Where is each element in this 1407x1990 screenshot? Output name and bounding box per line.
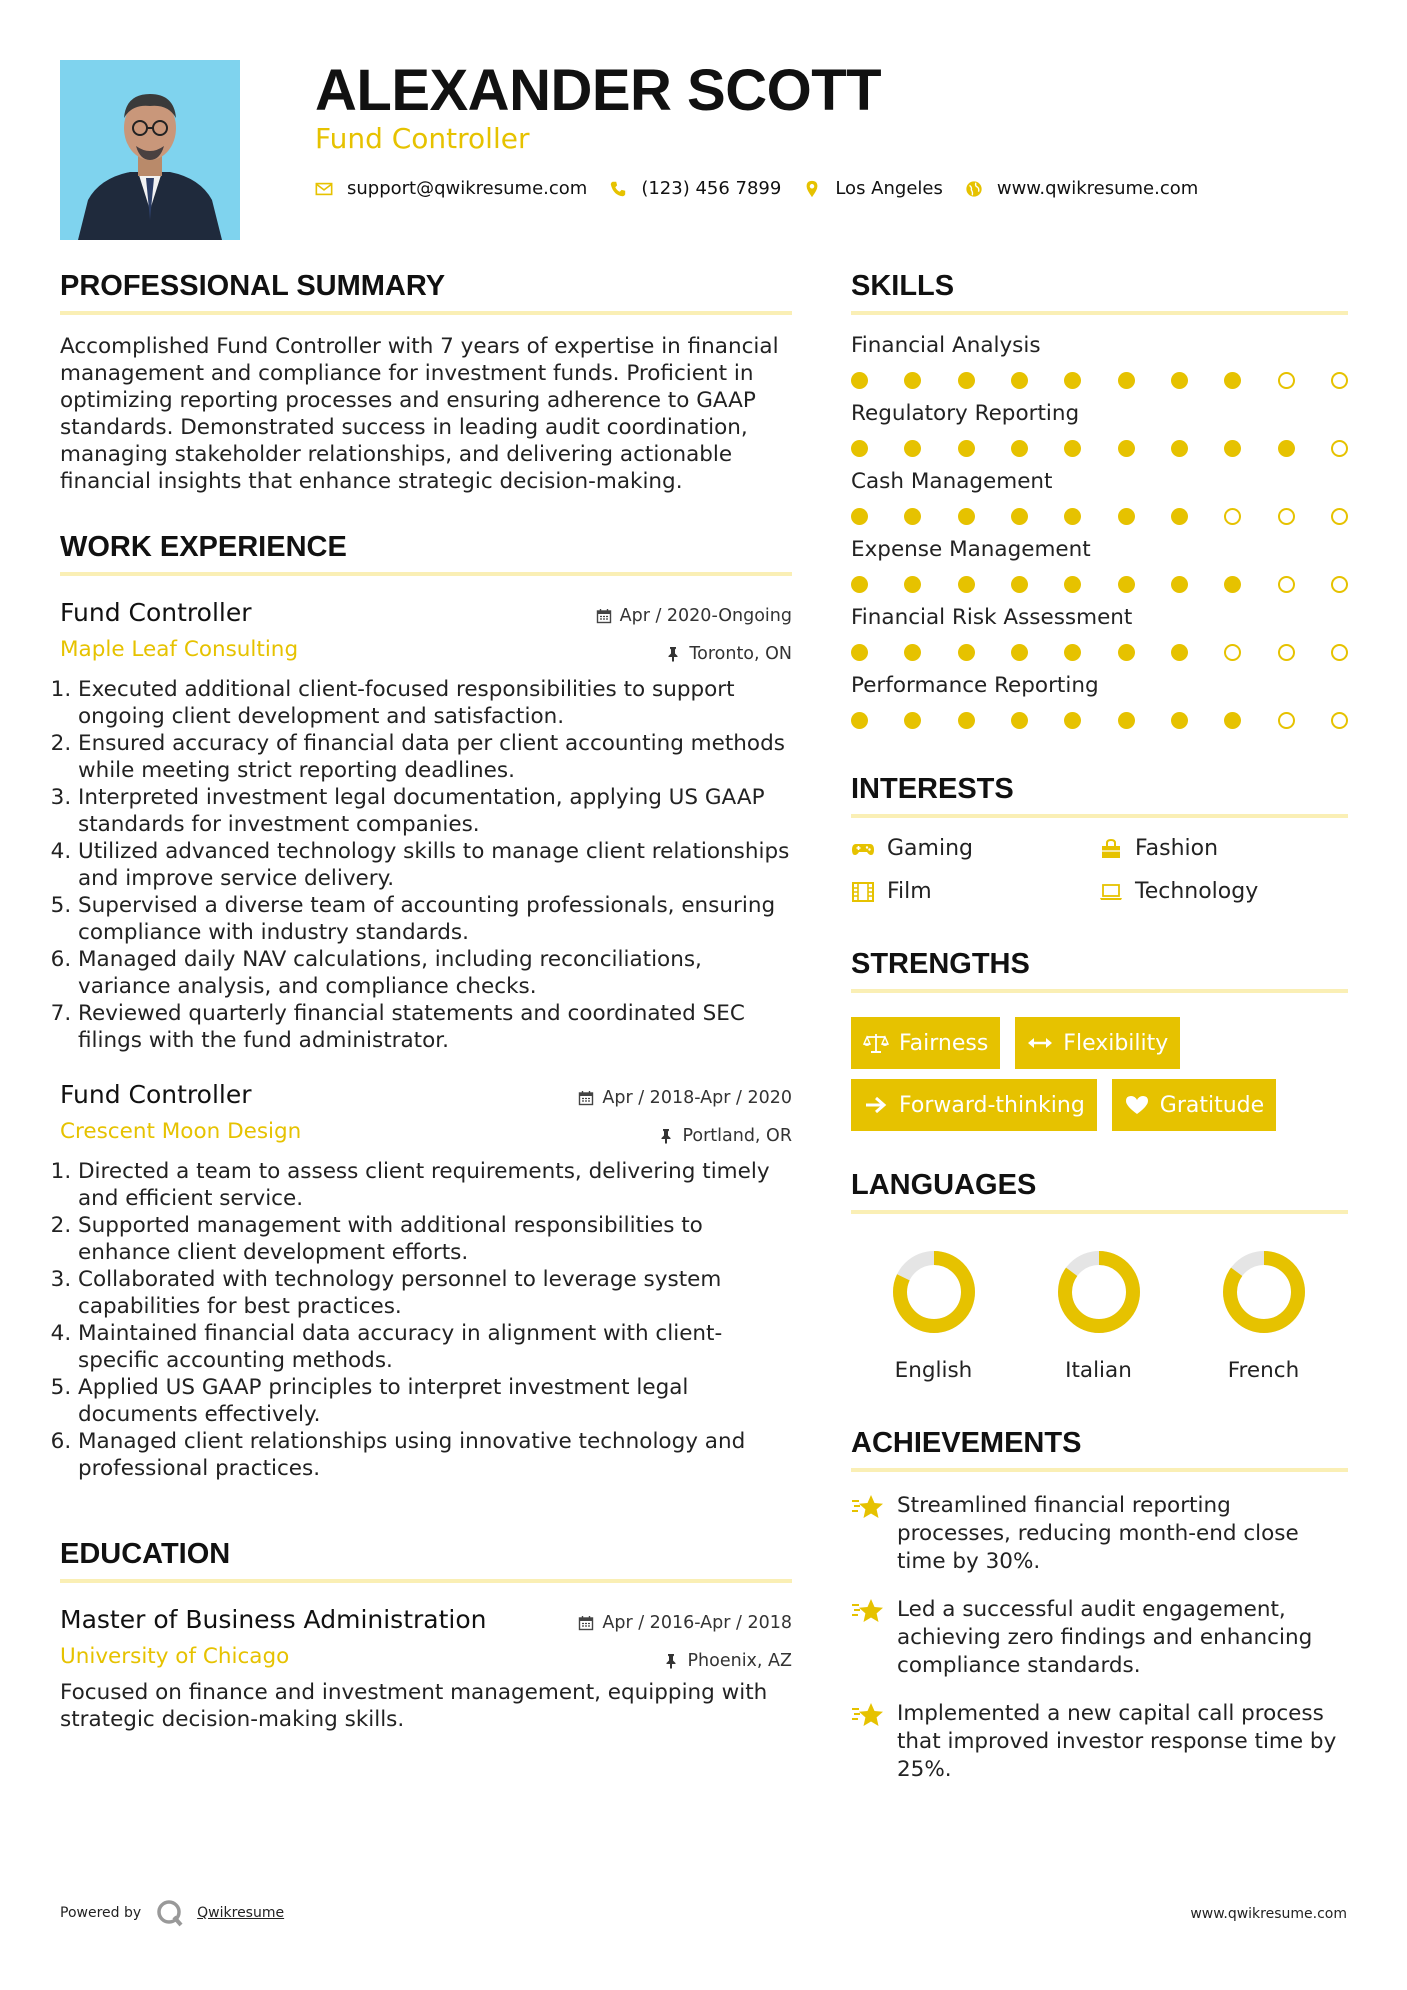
rating-dot-empty — [1224, 508, 1241, 525]
rating-dot-filled — [1278, 440, 1295, 457]
achievement-item — [851, 1492, 1348, 1576]
contact-phone[interactable] — [609, 178, 781, 199]
skill-item — [851, 605, 1348, 661]
rating-dot-filled — [1224, 372, 1241, 389]
rating-dot-filled — [1118, 712, 1135, 729]
rating-dot-filled — [1011, 372, 1028, 389]
job-entry — [60, 1080, 792, 1482]
star-icon — [851, 1596, 885, 1626]
pushpin-icon — [658, 1128, 674, 1144]
strength-label: Forward-thinking — [899, 1092, 1085, 1118]
rating-dot-empty — [1278, 644, 1295, 661]
language-donut — [1055, 1248, 1143, 1336]
map-pin-icon — [803, 180, 821, 198]
job-date — [596, 606, 792, 626]
achievement-text: Led a successful audit engagement, achieving zero findings and enhancing compliance standards. — [897, 1597, 1313, 1678]
arrows-horizontal-icon — [1027, 1031, 1053, 1055]
rating-dot-filled — [958, 440, 975, 457]
skill-rating — [851, 372, 1348, 389]
achievements-heading: ACHIEVEMENTS — [851, 1427, 1348, 1472]
rating-dot-filled — [1171, 712, 1188, 729]
education-entry — [60, 1605, 792, 1733]
rating-dot-empty — [1278, 576, 1295, 593]
skill-name: Cash Management — [851, 469, 1053, 494]
skill-rating — [851, 508, 1348, 525]
rating-dot-filled — [1011, 508, 1028, 525]
job-bullet: 6. Managed client relationships using innovative technology and professional practices. — [78, 1428, 792, 1482]
education-date-text: Apr / 2016-Apr / 2018 — [602, 1613, 792, 1633]
rating-dot-filled — [851, 576, 868, 593]
rating-dot-filled — [1171, 644, 1188, 661]
rating-dot-filled — [1118, 372, 1135, 389]
rating-dot-filled — [1171, 440, 1188, 457]
contact-location-text: Los Angeles — [835, 178, 943, 199]
powered-by-label: Powered by — [60, 1905, 142, 1921]
job-bullet: 4. Maintained financial data accuracy in alignment with client-specific accounting methods. — [78, 1320, 792, 1374]
experience-heading: WORK EXPERIENCE — [60, 531, 792, 576]
interest-item — [1099, 836, 1347, 861]
skill-rating — [851, 712, 1348, 729]
balance-scale-icon — [863, 1031, 889, 1055]
achievement-text: Implemented a new capital call process that improved investor response time by 25%. — [897, 1701, 1337, 1782]
school-name: University of Chicago — [60, 1644, 290, 1669]
interest-label: Film — [887, 879, 932, 904]
rating-dot-filled — [904, 440, 921, 457]
job-bullet: 4. Utilized advanced technology skills to manage client relationships and improve service delivery. — [78, 838, 792, 892]
job-location-text: Portland, OR — [682, 1126, 792, 1146]
rating-dot-filled — [1011, 712, 1028, 729]
rating-dot-empty — [1224, 644, 1241, 661]
job-bullet: 2. Ensured accuracy of financial data per client accounting methods while meeting strict reporting deadlines. — [78, 730, 792, 784]
interest-item — [1099, 879, 1347, 904]
language-donut — [890, 1248, 978, 1336]
language-item — [851, 1248, 1016, 1383]
envelope-icon — [315, 180, 333, 198]
skill-name: Financial Risk Assessment — [851, 605, 1133, 630]
rating-dot-filled — [1064, 576, 1081, 593]
skill-rating — [851, 644, 1348, 661]
rating-dot-filled — [1224, 440, 1241, 457]
job-location — [665, 644, 792, 664]
strength-badge — [1112, 1079, 1276, 1131]
job-entry — [60, 598, 792, 1054]
language-item — [1016, 1248, 1181, 1383]
footer-website[interactable]: www.qwikresume.com — [1190, 1906, 1347, 1922]
rating-dot-empty — [1331, 508, 1348, 525]
rating-dot-filled — [904, 508, 921, 525]
job-bullets — [60, 1158, 792, 1482]
rating-dot-filled — [958, 508, 975, 525]
globe-icon — [965, 180, 983, 198]
rating-dot-filled — [851, 712, 868, 729]
degree-title: Master of Business Administration — [60, 1605, 487, 1634]
language-name: English — [894, 1358, 973, 1383]
calendar-icon — [578, 1615, 594, 1631]
job-bullet: 3. Collaborated with technology personnel to leverage system capabilities for best practices. — [78, 1266, 792, 1320]
rating-dot-filled — [1011, 644, 1028, 661]
interest-item — [851, 836, 1099, 861]
rating-dot-filled — [1224, 712, 1241, 729]
skills-list — [851, 333, 1348, 729]
job-bullet: 6. Managed daily NAV calculations, including reconciliations, variance analysis, and compliance checks. — [78, 946, 792, 1000]
heart-icon — [1124, 1093, 1150, 1117]
job-date-text: Apr / 2018-Apr / 2020 — [602, 1088, 792, 1108]
calendar-icon — [596, 608, 612, 624]
rating-dot-filled — [851, 508, 868, 525]
rating-dot-filled — [958, 712, 975, 729]
rating-dot-filled — [958, 576, 975, 593]
interest-item — [851, 879, 1099, 904]
film-icon — [851, 881, 875, 903]
job-date-text: Apr / 2020-Ongoing — [619, 606, 792, 626]
job-bullet: 2. Supported management with additional responsibilities to enhance client development efforts. — [78, 1212, 792, 1266]
job-bullet: 5. Applied US GAAP principles to interpret investment legal documents effectively. — [78, 1374, 792, 1428]
star-icon — [851, 1492, 885, 1522]
footer-powered-by — [60, 1898, 284, 1928]
education-description: Focused on finance and investment management, equipping with strategic decision-making skills. — [60, 1680, 768, 1732]
star-icon — [851, 1700, 885, 1730]
achievement-item — [851, 1700, 1348, 1784]
job-location-text: Toronto, ON — [689, 644, 792, 664]
job-company: Maple Leaf Consulting — [60, 637, 299, 662]
rating-dot-empty — [1331, 712, 1348, 729]
skill-item — [851, 401, 1348, 457]
education-heading: EDUCATION — [60, 1538, 792, 1583]
rating-dot-filled — [1064, 644, 1081, 661]
contact-website[interactable] — [965, 178, 1198, 199]
rating-dot-filled — [851, 644, 868, 661]
interest-label: Technology — [1135, 879, 1259, 904]
rating-dot-filled — [1064, 372, 1081, 389]
interests-grid — [851, 836, 1348, 904]
pushpin-icon — [665, 646, 681, 662]
strength-badge — [1015, 1017, 1180, 1069]
achievement-item — [851, 1596, 1348, 1680]
rating-dot-empty — [1278, 712, 1295, 729]
rating-dot-filled — [1118, 576, 1135, 593]
rating-dot-filled — [904, 372, 921, 389]
contact-bar — [315, 178, 1220, 199]
rating-dot-filled — [1118, 508, 1135, 525]
brand-link[interactable]: Qwikresume — [197, 1905, 285, 1921]
education-location-text: Phoenix, AZ — [687, 1651, 792, 1671]
languages-heading: LANGUAGES — [851, 1169, 1348, 1214]
job-bullet: 1. Executed additional client-focused responsibilities to support ongoing client development and satisfaction. — [78, 676, 792, 730]
rating-dot-filled — [1118, 644, 1135, 661]
rating-dot-filled — [1171, 372, 1188, 389]
summary-heading: PROFESSIONAL SUMMARY — [60, 270, 792, 315]
laptop-icon — [1099, 881, 1123, 903]
skill-name: Expense Management — [851, 537, 1091, 562]
rating-dot-empty — [1278, 508, 1295, 525]
contact-location — [803, 178, 943, 199]
phone-icon — [609, 180, 627, 198]
person-portrait-icon — [60, 60, 240, 240]
rating-dot-filled — [1064, 712, 1081, 729]
job-title: Fund Controller — [60, 598, 252, 627]
interest-label: Gaming — [887, 836, 973, 861]
job-bullet: 1. Directed a team to assess client requirements, delivering timely and efficient service. — [78, 1158, 792, 1212]
skill-name: Financial Analysis — [851, 333, 1041, 358]
rating-dot-empty — [1331, 440, 1348, 457]
rating-dot-filled — [1171, 508, 1188, 525]
job-date — [578, 1088, 792, 1108]
candidate-name: ALEXANDER SCOTT — [315, 58, 882, 123]
strengths-heading: STRENGTHS — [851, 948, 1348, 993]
rating-dot-filled — [1011, 440, 1028, 457]
rating-dot-filled — [851, 440, 868, 457]
strength-label: Fairness — [899, 1030, 989, 1056]
qwikresume-logo-icon — [155, 1898, 185, 1928]
achievements-list — [851, 1492, 1348, 1784]
achievement-text: Streamlined financial reporting processes, reducing month-end close time by 30%. — [897, 1493, 1299, 1574]
skill-item — [851, 537, 1348, 593]
contact-website-text: www.qwikresume.com — [996, 178, 1199, 199]
strength-label: Gratitude — [1159, 1092, 1265, 1118]
summary-text: Accomplished Fund Controller with 7 years of expertise in financial management and compliance for investment funds. Proficient in optimizing reporting processes and ensuring adherence to GAAP standards. Demonstrated success in leading audit coordination, managing stakeholder relationships, and delivering actionable financial insights that enhance strategic decision-making. — [60, 334, 779, 494]
left-column — [60, 270, 792, 1733]
job-location — [658, 1126, 792, 1146]
education-date — [578, 1613, 792, 1633]
gamepad-icon — [851, 838, 875, 860]
rating-dot-filled — [958, 644, 975, 661]
skill-name: Performance Reporting — [851, 673, 1099, 698]
rating-dot-filled — [1064, 440, 1081, 457]
interests-heading: INTERESTS — [851, 773, 1348, 818]
interest-label: Fashion — [1135, 836, 1219, 861]
skill-name: Regulatory Reporting — [851, 401, 1080, 426]
skill-rating — [851, 576, 1348, 593]
skill-item — [851, 469, 1348, 525]
job-bullet: 7. Reviewed quarterly financial statements and coordinated SEC filings with the fund administrator. — [78, 1000, 792, 1054]
rating-dot-filled — [851, 372, 868, 389]
calendar-icon — [578, 1090, 594, 1106]
skills-heading: SKILLS — [851, 270, 1348, 315]
languages-list — [851, 1248, 1348, 1383]
shopping-bag-icon — [1099, 838, 1123, 860]
strength-label: Flexibility — [1063, 1030, 1169, 1056]
right-column — [851, 270, 1348, 1784]
strengths-list — [851, 1007, 1348, 1131]
language-name: French — [1227, 1358, 1300, 1383]
skill-item — [851, 333, 1348, 389]
rating-dot-filled — [1118, 440, 1135, 457]
contact-email[interactable] — [315, 178, 587, 199]
rating-dot-filled — [1171, 576, 1188, 593]
rating-dot-filled — [1064, 508, 1081, 525]
candidate-title: Fund Controller — [315, 122, 530, 155]
skill-item — [851, 673, 1348, 729]
education-location — [663, 1651, 792, 1671]
pushpin-icon — [663, 1653, 679, 1669]
language-item — [1181, 1248, 1346, 1383]
job-bullets — [60, 676, 792, 1054]
rating-dot-filled — [958, 372, 975, 389]
rating-dot-empty — [1331, 576, 1348, 593]
strength-badge — [851, 1017, 1000, 1069]
rating-dot-filled — [904, 712, 921, 729]
skill-rating — [851, 440, 1348, 457]
rating-dot-filled — [1011, 576, 1028, 593]
contact-email-text: support@qwikresume.com — [347, 178, 588, 199]
job-company: Crescent Moon Design — [60, 1119, 302, 1144]
job-title: Fund Controller — [60, 1080, 252, 1109]
contact-phone-text: (123) 456 7899 — [641, 178, 782, 199]
rating-dot-empty — [1331, 372, 1348, 389]
job-bullet: 5. Supervised a diverse team of accounting professionals, ensuring compliance with industry standards. — [78, 892, 792, 946]
strength-badge — [851, 1079, 1097, 1131]
rating-dot-filled — [904, 644, 921, 661]
job-bullet: 3. Interpreted investment legal documentation, applying US GAAP standards for investment companies. — [78, 784, 792, 838]
profile-photo — [60, 60, 240, 240]
rating-dot-empty — [1278, 372, 1295, 389]
language-donut — [1220, 1248, 1308, 1336]
arrow-right-icon — [863, 1093, 889, 1117]
rating-dot-filled — [904, 576, 921, 593]
rating-dot-empty — [1331, 644, 1348, 661]
rating-dot-filled — [1224, 576, 1241, 593]
language-name: Italian — [1065, 1358, 1132, 1383]
